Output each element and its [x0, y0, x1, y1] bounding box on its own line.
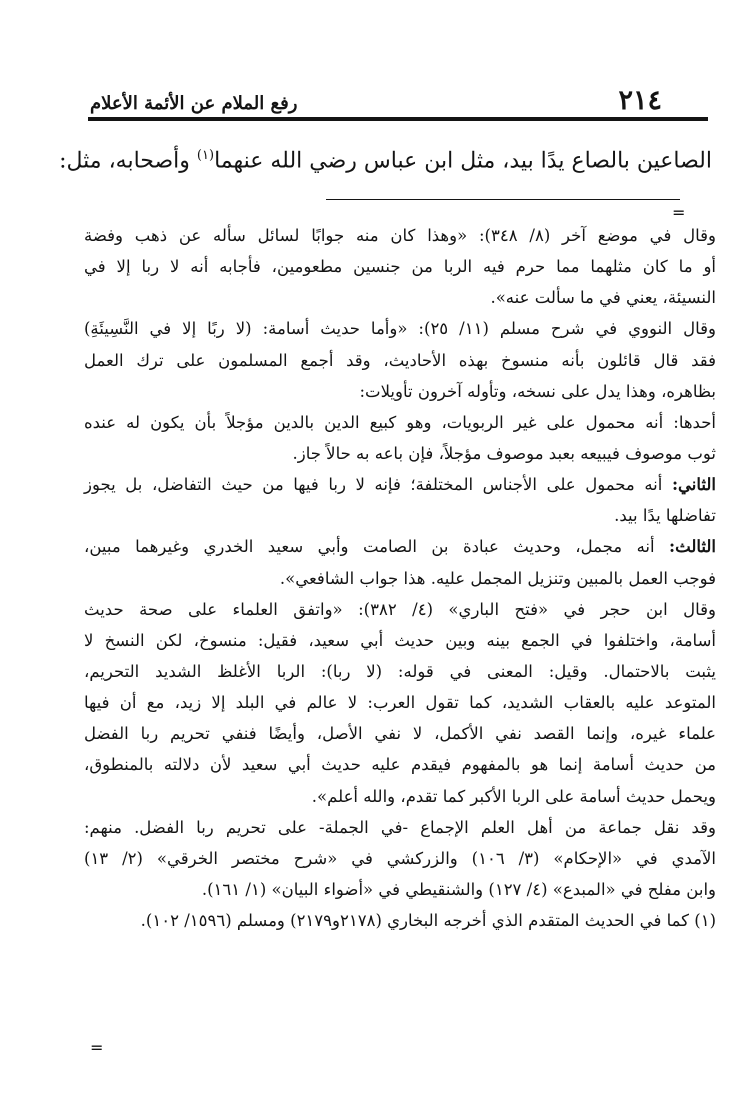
- footnote-line: المتوعد عليه بالعقاب الشديد، كما تقول العرب: لا عالم في البلد إلا زيد، مع أن فيها: [84, 693, 716, 713]
- footnote-line: [84, 469, 716, 500]
- footnote-separator: [326, 199, 680, 200]
- footnote-line: ثوب موصوف فيبيعه بعبد موصوف مؤجلاً، فإن باعه به حالاً جاز.: [292, 443, 716, 463]
- main-text: [59, 136, 712, 181]
- footnote-line: من حديث أسامة إنما هو بالمفهوم فيقدم عليه حديث أبي سعيد لأن دلالته بالمنطوق،: [84, 755, 716, 775]
- footnote-line-text: أنه مجمل، وحديث عبادة بن الصامت وأبي سعيد الخدري وغيرهما مبين،: [84, 537, 655, 557]
- footnote-line: أو ما كان مثلهما مما حرم فيه الربا من جنسين مطعومين، فأجابه أنه لا ربا إلا في: [84, 257, 716, 277]
- footnote-line: وقال ابن حجر في «فتح الباري» (٤/ ٣٨٢): «واتفق العلماء على صحة حديث: [84, 599, 716, 619]
- footnote-line: (١) كما في الحديث المتقدم الذي أخرجه البخاري (٢١٧٨و٢١٧٩) ومسلم (١٥٩٦/ ١٠٢).: [140, 911, 716, 931]
- bold-label-third: الثالث:: [669, 537, 716, 557]
- main-text-tail: وأصحابه، مثل:: [59, 148, 197, 174]
- footnote-line: النسيئة، يعني في ما سألت عنه».: [490, 288, 716, 308]
- running-title: رفع الملام عن الأئمة الأعلام: [90, 93, 298, 114]
- footnote-line: علماء غيره، وإنما القصد نفي الأكمل، لا نفي الأصل، وأيضًا فنفي تحريم ربا الفضل: [84, 724, 716, 744]
- footnote-line: يثبت بالاحتمال. وقيل: المعنى في قوله: (لا ربا): الربا الأغلظ الشديد التحريم،: [84, 661, 716, 681]
- header-rule: [88, 117, 708, 121]
- footnote-line: وقال في موضع آخر (٨/ ٣٤٨): «وهذا كان منه جوابًا لسائل سأله عن ذهب وفضة: [84, 226, 716, 245]
- footnote-ref-marker: (١): [196, 148, 215, 163]
- footnote-line: الآمدي في «الإحكام» (٣/ ١٠٦) والزركشي في «شرح مختصر الخرقي» (٢/ ١٣): [84, 848, 716, 868]
- footnote-line-text: أنه محمول على الأجناس المختلفة؛ فإنه لا ربا فيها من حيث التفاضل، بل يجوز: [84, 475, 663, 495]
- footnote-line: أسامة، واختلفوا في الجمع بينه وبين حديث أبي سعيد، فقيل: منسوخ، لكن النسخ لا: [84, 630, 716, 650]
- footnote-line: [84, 531, 716, 562]
- footnote-line: تفاضلها يدًا بيد.: [614, 506, 716, 526]
- page-number: ٢١٤: [618, 85, 662, 116]
- footnote-line: وقد نقل جماعة من أهل العلم الإجماع -في الجملة- على تحريم ربا الفضل. منهم:: [84, 817, 716, 837]
- footnote-line: وابن مفلح في «المبدع» (٤/ ١٢٧) والشنقيطي في «أضواء البيان» (١/ ١٦١).: [201, 879, 716, 899]
- footnotes: [84, 220, 716, 936]
- footnote-line: ويحمل حديث أسامة على الربا الأكبر كما تقدم، والله أعلم».: [311, 786, 716, 806]
- footnote-line: أحدها: أنه محمول على غير الربويات، وهو كبيع الدين بالدين مؤجلاً بأن يكون له عنده: [84, 412, 716, 432]
- footnote-line: فقد قال قائلون بأنه منسوخ بهذه الأحاديث، وقد أجمع المسلمون على ترك العمل: [84, 350, 716, 370]
- bold-label-second: الثاني:: [671, 475, 716, 495]
- continuation-mark-bottom: =: [90, 1038, 104, 1057]
- continuation-mark-top: =: [672, 203, 686, 222]
- main-text-body: الصاعين بالصاع يدًا بيد، مثل ابن عباس رضي الله عنهما: [214, 148, 712, 174]
- footnote-line: فوجب العمل بالمبين وتنزيل المجمل عليه. هذا جواب الشافعي».: [279, 568, 716, 588]
- footnote-line: وقال النووي في شرح مسلم (١١/ ٢٥): «وأما حديث أسامة: (لا ربًا إلا في النَّسِيئَةِ): [84, 319, 716, 339]
- footnote-line: بظاهره، وهذا يدل على نسخه، وتأوله آخرون تأويلات:: [359, 381, 716, 401]
